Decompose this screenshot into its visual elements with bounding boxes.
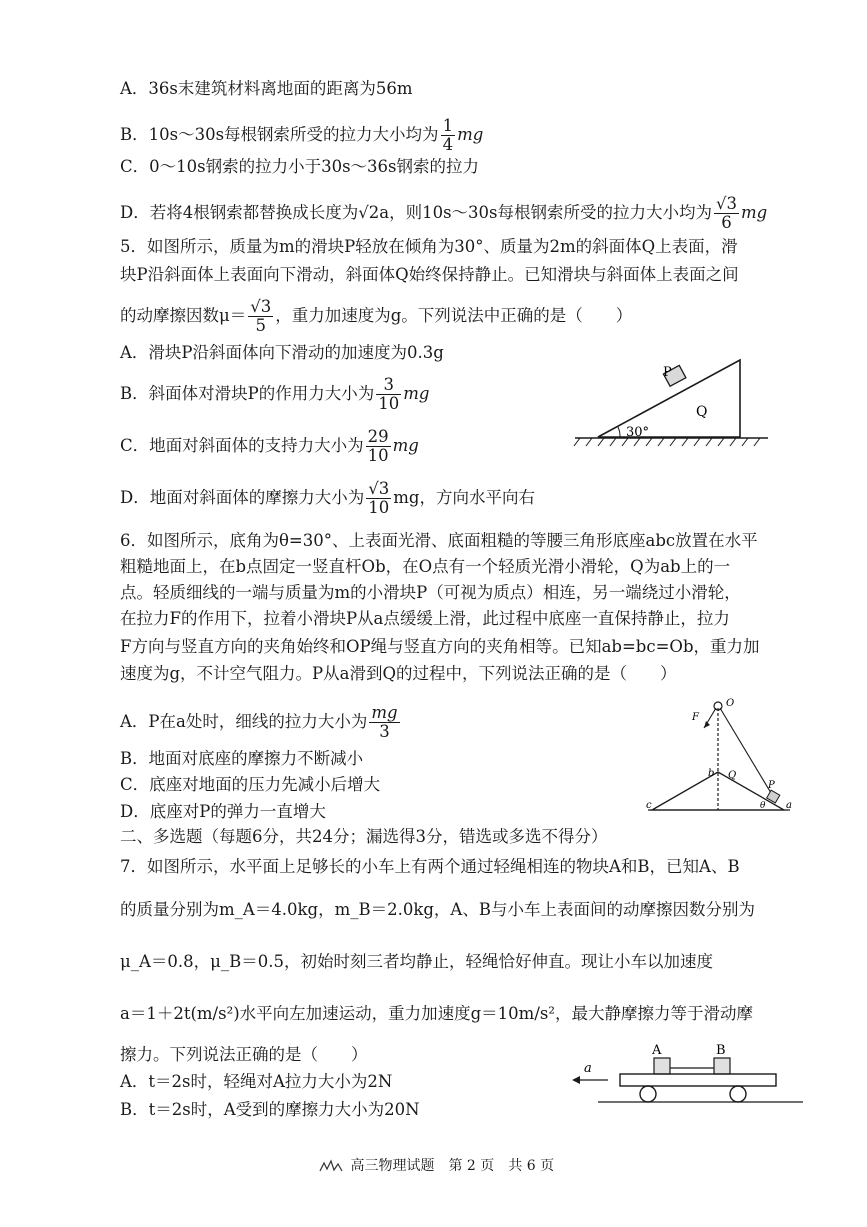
- q7-stem-line2: 的质量分别为m_A＝4.0kg，m_B＝2.0kg，A、B与小车上表面间的动摩擦因数分别为: [120, 900, 755, 919]
- q7-stem-line4: a＝1＋2t(m/s²)水平向左加速运动，重力加速度g＝10m/s²，最大静摩擦力等于滑动摩: [120, 1004, 753, 1023]
- q6-stem-line2: 粗糙地面上，在b点固定一竖直杆Ob，在O点有一个轻质光滑小滑轮，Q为ab上的一: [120, 557, 731, 576]
- label-q: Q: [696, 404, 708, 420]
- q6-option-d: D．底座对P的弹力一直增大: [120, 802, 326, 821]
- q4-option-d: D．若将4根钢索都替换成长度为√2a，则10s～30s每根钢索所受的拉力大小均为 $\frac{√3}{6}$ mg: [120, 194, 768, 232]
- q5-option-d: D．地面对斜面体的摩擦力大小为 $\frac{√3}{10}$ mg，方向水平向右: [120, 479, 535, 517]
- q4-option-b-text: B．10s～30s每根钢索所受的拉力大小均为: [120, 125, 439, 144]
- q4-option-d-fraction: $\frac{√3}{6}$: [716, 194, 738, 232]
- force-f-arrowhead: [704, 721, 710, 728]
- label-acceleration: a: [584, 1061, 592, 1076]
- acceleration-arrowhead: [572, 1076, 580, 1084]
- q5-incline-figure: [570, 352, 770, 452]
- q6-stem-line1: 6．如图所示，底角为θ=30°、上表面光滑、底面粗糙的等腰三角形底座abc放置在水平: [120, 531, 758, 550]
- q7-cart-figure: [568, 1038, 808, 1113]
- q5-option-b-fraction: $\frac{3}{10}$: [378, 375, 400, 413]
- label-q: Q: [728, 770, 737, 781]
- label-theta: θ: [760, 801, 766, 811]
- q4-option-b: B．10s～30s每根钢索所受的拉力大小均为 $\frac{1}{4}$ mg: [120, 116, 484, 154]
- block-b: [714, 1058, 730, 1074]
- q4-option-a: A．36s末建筑材料离地面的距离为56m: [120, 79, 413, 98]
- q6-option-a: A．P在a处时，细线的拉力大小为 $\frac{mg}{3}$: [120, 703, 398, 741]
- wheel-right: [730, 1086, 746, 1102]
- footer-stamp-icon: [318, 1159, 346, 1173]
- q6-option-a-fraction: $\frac{mg}{3}$: [371, 703, 398, 741]
- label-o: O: [726, 698, 735, 709]
- q6-option-b: B．地面对底座的摩擦力不断减小: [120, 749, 364, 768]
- q7-stem-line5: 擦力。下列说法正确的是（ ）: [120, 1045, 368, 1064]
- q6-option-c: C．底座对地面的压力先减小后增大: [120, 775, 381, 794]
- q7-option-b: B．t＝2s时，A受到的摩擦力大小为20N: [120, 1100, 420, 1119]
- label-p: P: [768, 780, 775, 791]
- angle-arc: [618, 427, 620, 437]
- cart-body: [620, 1074, 776, 1086]
- q5-option-c-fraction: $\frac{29}{10}$: [367, 427, 389, 465]
- label-a: a: [786, 800, 792, 811]
- q6-base-figure: [640, 692, 800, 822]
- q5-mu-fraction: $\frac{√3}{5}$: [250, 297, 272, 335]
- label-b-block: B: [716, 1043, 726, 1058]
- q5-stem-line2: 块P沿斜面体上表面向下滑动，斜面体Q始终保持静止。已知滑块与斜面体上表面之间: [120, 265, 739, 284]
- label-b: b: [708, 768, 715, 779]
- label-angle: 30°: [626, 425, 650, 440]
- q6-stem-line4: 在拉力F的作用下，拉着小滑块P从a点缓缓上滑，此过程中底座一直保持静止，拉力: [120, 609, 730, 628]
- footer-text: 高三物理试题 第 2 页 共 6 页: [350, 1158, 555, 1174]
- q6-stem-line5: F方向与竖直方向的夹角始终和OP绳与竖直方向的夹角相等。已知ab=bc=Ob，重力加: [120, 637, 760, 656]
- label-a-block: A: [652, 1043, 662, 1058]
- rope-op: [720, 708, 774, 798]
- wheel-left: [640, 1086, 656, 1102]
- q7-stem-line1: 7．如图所示，水平面上足够长的小车上有两个通过轻绳相连的物块A和B，已知A、B: [120, 857, 740, 876]
- section2-heading: 二、多选题（每题6分，共24分；漏选得3分，错选或多选不得分）: [120, 827, 608, 846]
- label-c: c: [646, 800, 652, 811]
- label-f: F: [692, 712, 699, 723]
- q6-stem-line3: 点。轻质细线的一端与质量为m的小滑块P（可视为质点）相连，另一端绕过小滑轮，: [120, 583, 741, 602]
- q5-option-c: C．地面对斜面体的支持力大小为 $\frac{29}{10}$ mg: [120, 427, 419, 465]
- page-footer: [318, 1155, 554, 1175]
- q7-option-a: A．t＝2s时，轻绳对A拉力大小为2N: [120, 1072, 393, 1091]
- q5-option-a: A．滑块P沿斜面体向下滑动的加速度为0.3g: [120, 343, 444, 362]
- q5-stem-line1: 5．如图所示，质量为m的滑块P轻放在倾角为30°、质量为2m的斜面体Q上表面，滑: [120, 237, 738, 256]
- q5-option-b: B．斜面体对滑块P的作用力大小为 $\frac{3}{10}$ mg: [120, 375, 430, 413]
- q5-option-d-fraction: $\frac{√3}{10}$: [368, 479, 390, 517]
- ground-hatch: [574, 438, 760, 446]
- q4-option-c: C．0～10s钢索的拉力小于30s～36s钢索的拉力: [120, 157, 480, 176]
- q6-stem-line6: 速度为g，不计空气阻力。P从a滑到Q的过程中，下列说法正确的是（ ）: [120, 664, 677, 683]
- q4-option-b-fraction: $\frac{1}{4}$: [442, 116, 454, 154]
- block-a: [654, 1058, 670, 1074]
- q5-stem-line3: 的动摩擦因数μ＝ $\frac{√3}{5}$ ，重力加速度为g。下列说法中正确的是（ ）: [120, 297, 633, 335]
- label-p: P: [663, 365, 672, 380]
- q7-stem-line3: μ_A＝0.8，μ_B＝0.5，初始时刻三者均静止，轻绳恰好伸直。现让小车以加速度: [120, 952, 713, 971]
